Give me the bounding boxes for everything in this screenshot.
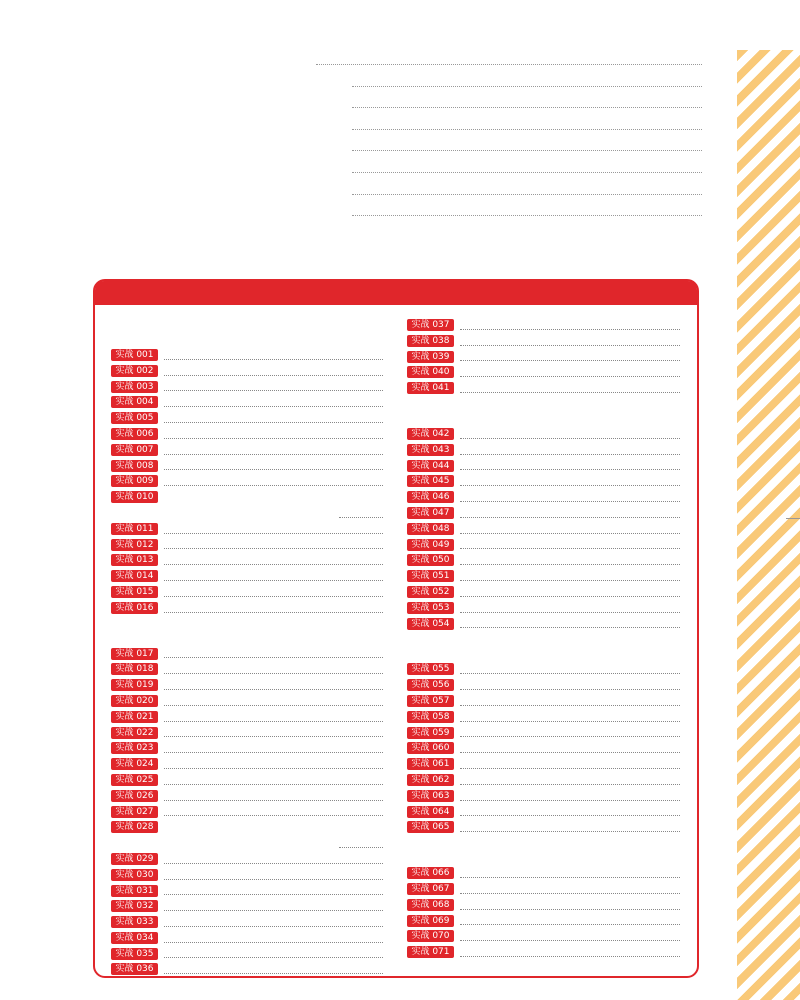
decorative-stripe (737, 50, 800, 1000)
case-badge: 实战 018 (111, 663, 158, 675)
leader-dots (460, 580, 680, 581)
case-badge: 实战 053 (407, 602, 454, 614)
case-row (111, 410, 385, 426)
case-badge: 实战 027 (111, 806, 158, 818)
case-badge: 实战 041 (407, 382, 454, 394)
leader-dots (460, 329, 680, 330)
case-badge: 实战 051 (407, 570, 454, 582)
case-row (407, 756, 682, 772)
toc-item (283, 69, 705, 91)
case-badge: 实战 065 (407, 821, 454, 833)
case-badge: 实战 063 (407, 790, 454, 802)
case-badge: 实战 028 (111, 821, 158, 833)
leader-dots (460, 909, 680, 910)
case-row (111, 363, 385, 379)
leader-dots (460, 501, 680, 502)
case-badge: 实战 002 (111, 365, 158, 377)
leader-dots (164, 564, 383, 565)
case-badge: 实战 057 (407, 695, 454, 707)
case-badge: 实战 004 (111, 396, 158, 408)
leader-dots (352, 215, 702, 216)
case-badge: 实战 067 (407, 883, 454, 895)
leader-dots (460, 956, 680, 957)
case-badge: 实战 040 (407, 366, 454, 378)
case-row (111, 661, 385, 677)
case-badge: 实战 050 (407, 554, 454, 566)
case-row (407, 489, 682, 505)
leader-dots (164, 596, 383, 597)
leader-dots (164, 548, 383, 549)
leader-dots (352, 172, 702, 173)
leader-dots (164, 784, 383, 785)
leader-dots (164, 454, 383, 455)
case-row (111, 804, 385, 820)
case-badge: 实战 021 (111, 711, 158, 723)
leader-dots (460, 877, 680, 878)
leader-dots (460, 360, 680, 361)
case-row (407, 661, 682, 677)
leader-dots (164, 863, 383, 864)
case-row (407, 442, 682, 458)
case-row (111, 473, 385, 489)
leader-dots (460, 705, 680, 706)
leader-dots (164, 657, 383, 658)
leader-dots (460, 345, 680, 346)
leader-dots (164, 942, 383, 943)
leader-dots (164, 705, 383, 706)
leader-dots (164, 879, 383, 880)
case-badge: 实战 012 (111, 539, 158, 551)
case-badge: 实战 054 (407, 618, 454, 630)
case-badge: 实战 046 (407, 491, 454, 503)
case-row (407, 772, 682, 788)
leader-dots (164, 957, 383, 958)
case-row (407, 568, 682, 584)
case-badge: 实战 043 (407, 444, 454, 456)
right-column (407, 317, 682, 960)
case-row (407, 709, 682, 725)
case-row (111, 740, 385, 756)
case-badge: 实战 014 (111, 570, 158, 582)
case-badge: 实战 052 (407, 586, 454, 598)
case-badge: 实战 032 (111, 900, 158, 912)
case-row (111, 819, 385, 851)
page-edge-line (786, 518, 800, 519)
chapter-heading (111, 323, 385, 343)
case-badge: 实战 016 (111, 602, 158, 614)
case-badge: 实战 019 (111, 679, 158, 691)
case-row (407, 804, 682, 820)
case-row (407, 693, 682, 709)
case-badge: 实战 009 (111, 475, 158, 487)
case-badge: 实战 031 (111, 885, 158, 897)
case-row (111, 584, 385, 600)
leader-dots (460, 940, 680, 941)
case-badge: 实战 039 (407, 351, 454, 363)
leader-dots (460, 564, 680, 565)
case-row (111, 394, 385, 410)
case-row (407, 333, 682, 349)
leader-dots (460, 736, 680, 737)
case-row (111, 946, 385, 962)
case-badge: 实战 008 (111, 460, 158, 472)
case-row (407, 380, 682, 396)
leader-dots (164, 580, 383, 581)
case-badge: 实战 070 (407, 930, 454, 942)
leader-dots (460, 612, 680, 613)
leader-dots (164, 438, 383, 439)
case-badge: 实战 038 (407, 335, 454, 347)
case-row (111, 426, 385, 442)
case-badge: 实战 055 (407, 663, 454, 675)
leader-dots (164, 469, 383, 470)
case-badge: 实战 020 (111, 695, 158, 707)
leader-dots (164, 359, 383, 360)
case-row (111, 568, 385, 584)
case-row (407, 364, 682, 380)
case-row (407, 788, 682, 804)
toc-item (283, 112, 705, 134)
case-badge: 实战 023 (111, 742, 158, 754)
case-row (407, 317, 682, 333)
case-row (111, 600, 385, 616)
case-badge: 实战 060 (407, 742, 454, 754)
case-row (111, 347, 385, 363)
leader-dots (460, 924, 680, 925)
case-row (111, 788, 385, 804)
case-row (407, 349, 682, 365)
leader-dots (164, 721, 383, 722)
leader-dots (164, 533, 383, 534)
case-badge: 实战 003 (111, 381, 158, 393)
toc-item (283, 91, 705, 113)
case-row (111, 693, 385, 709)
leader-dots (164, 815, 383, 816)
case-badge: 实战 006 (111, 428, 158, 440)
case-row (111, 851, 385, 867)
case-row (407, 426, 682, 442)
leader-dots (460, 392, 680, 393)
leader-dots (460, 438, 680, 439)
leader-dots (460, 627, 680, 628)
case-badge: 实战 061 (407, 758, 454, 770)
leader-dots (316, 64, 702, 65)
case-row (111, 677, 385, 693)
case-badge: 实战 017 (111, 648, 158, 660)
case-row (111, 930, 385, 946)
leader-dots (352, 150, 702, 151)
case-row (111, 725, 385, 741)
case-badge: 实战 026 (111, 790, 158, 802)
case-row (407, 913, 682, 929)
case-badge: 实战 030 (111, 869, 158, 881)
leader-dots (352, 107, 702, 108)
case-row (111, 772, 385, 788)
leader-dots (352, 86, 702, 87)
leader-dots (460, 469, 680, 470)
chapter-heading (407, 402, 682, 422)
case-row (407, 600, 682, 616)
case-badge: 实战 036 (111, 963, 158, 975)
chapter-heading (111, 622, 385, 642)
case-badge: 实战 033 (111, 916, 158, 928)
leader-dots (164, 485, 383, 486)
case-row (111, 646, 385, 662)
leader-dots (164, 406, 383, 407)
case-badge: 实战 056 (407, 679, 454, 691)
case-row (407, 505, 682, 521)
leader-dots (460, 533, 680, 534)
toc-item (283, 134, 705, 156)
leader-dots (164, 673, 383, 674)
case-badge: 实战 029 (111, 853, 158, 865)
case-badge: 实战 049 (407, 539, 454, 551)
case-row (407, 458, 682, 474)
toc-section-heading (283, 48, 705, 69)
case-badge: 实战 022 (111, 727, 158, 739)
toc-item (283, 177, 705, 199)
case-row (407, 616, 682, 632)
case-badge: 实战 011 (111, 523, 158, 535)
case-badge: 实战 047 (407, 507, 454, 519)
case-row (407, 928, 682, 944)
leader-dots (460, 831, 680, 832)
case-badge: 实战 048 (407, 523, 454, 535)
case-summary-title (95, 281, 697, 305)
toc-section (283, 48, 705, 220)
case-row (111, 489, 385, 521)
case-badge: 实战 035 (111, 948, 158, 960)
leader-dots (164, 800, 383, 801)
case-row (111, 961, 385, 977)
leader-dots (460, 454, 680, 455)
leader-dots (460, 784, 680, 785)
case-badge: 实战 066 (407, 867, 454, 879)
leader-dots (460, 596, 680, 597)
leader-dots (164, 768, 383, 769)
leader-dots (460, 673, 680, 674)
case-row (111, 537, 385, 553)
case-row (407, 740, 682, 756)
leader-dots (164, 375, 383, 376)
case-row (407, 537, 682, 553)
leader-dots (339, 517, 383, 518)
case-row (407, 881, 682, 897)
case-row (407, 677, 682, 693)
case-row (111, 442, 385, 458)
left-column (111, 317, 385, 977)
case-row (111, 709, 385, 725)
case-row (111, 898, 385, 914)
leader-dots (164, 612, 383, 613)
case-row (407, 865, 682, 881)
case-badge: 实战 005 (111, 412, 158, 424)
case-row (407, 584, 682, 600)
leader-dots (164, 390, 383, 391)
case-row (407, 819, 682, 835)
case-badge: 实战 013 (111, 554, 158, 566)
toc-item (283, 155, 705, 177)
leader-dots (460, 752, 680, 753)
leader-dots (164, 926, 383, 927)
case-row (111, 867, 385, 883)
case-row (407, 725, 682, 741)
leader-dots (460, 768, 680, 769)
leader-dots (352, 129, 702, 130)
case-summary-box (93, 279, 699, 978)
case-row (407, 552, 682, 568)
chapter-heading (407, 637, 682, 657)
case-row (111, 379, 385, 395)
leader-dots (460, 376, 680, 377)
leader-dots (460, 485, 680, 486)
case-badge: 实战 024 (111, 758, 158, 770)
leader-dots (352, 194, 702, 195)
case-row (111, 521, 385, 537)
case-badge: 实战 058 (407, 711, 454, 723)
case-row (407, 897, 682, 913)
case-row (111, 552, 385, 568)
toc-item (283, 199, 705, 221)
case-badge: 实战 042 (407, 428, 454, 440)
leader-dots (460, 721, 680, 722)
leader-dots (339, 847, 383, 848)
leader-dots (164, 910, 383, 911)
case-row (111, 756, 385, 772)
case-badge: 实战 001 (111, 349, 158, 361)
leader-dots (460, 517, 680, 518)
case-row (407, 944, 682, 960)
leader-dots (164, 422, 383, 423)
case-badge: 实战 044 (407, 460, 454, 472)
case-badge: 实战 007 (111, 444, 158, 456)
case-row (111, 458, 385, 474)
case-badge: 实战 062 (407, 774, 454, 786)
case-badge: 实战 064 (407, 806, 454, 818)
leader-dots (460, 815, 680, 816)
toc-items (283, 69, 705, 220)
leader-dots (460, 548, 680, 549)
case-badge: 实战 037 (407, 319, 454, 331)
leader-dots (164, 752, 383, 753)
leader-dots (164, 973, 383, 974)
case-row (407, 521, 682, 537)
leader-dots (460, 893, 680, 894)
case-row (111, 883, 385, 899)
chapter-heading (407, 841, 682, 861)
leader-dots (460, 689, 680, 690)
leader-dots (164, 736, 383, 737)
case-badge: 实战 045 (407, 475, 454, 487)
case-badge: 实战 034 (111, 932, 158, 944)
case-badge: 实战 010 (111, 491, 158, 503)
case-badge: 实战 059 (407, 727, 454, 739)
leader-dots (164, 689, 383, 690)
leader-dots (460, 800, 680, 801)
case-row (407, 473, 682, 489)
case-badge: 实战 069 (407, 915, 454, 927)
case-badge: 实战 025 (111, 774, 158, 786)
case-row (111, 914, 385, 930)
leader-dots (164, 894, 383, 895)
case-badge: 实战 071 (407, 946, 454, 958)
case-badge: 实战 015 (111, 586, 158, 598)
case-badge: 实战 068 (407, 899, 454, 911)
